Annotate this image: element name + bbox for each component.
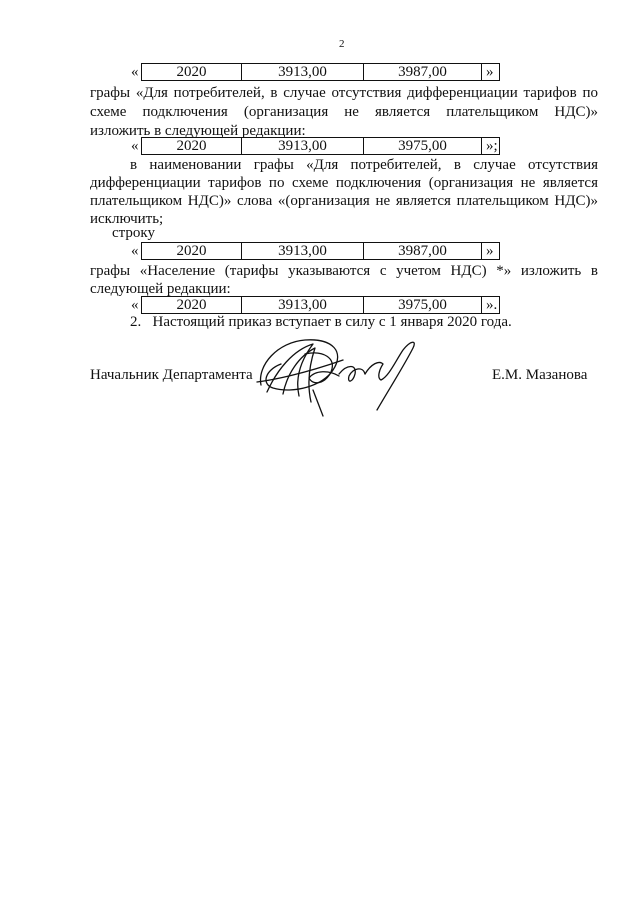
year-cell: 2020	[142, 297, 242, 313]
value-table-row	[141, 63, 500, 81]
paragraph-line: схеме подключения (организация не является плательщиком НДС)»	[90, 105, 598, 120]
value-cell: 3913,00	[242, 64, 364, 80]
paragraph-line: графы «Население (тарифы указываются с учетом НДС) *» изложить в	[90, 264, 598, 279]
row-close-quote: »	[486, 64, 494, 80]
paragraph-line: плательщиком НДС)» слова «(организация не является плательщиком НДС)»	[90, 194, 598, 209]
numbered-item: 2. Настоящий приказ вступает в силу с 1 января 2020 года.	[130, 314, 512, 330]
paragraph-line: исключить;	[90, 211, 164, 227]
row-open-quote: «	[131, 243, 139, 259]
row-open-quote: «	[131, 297, 139, 313]
value-cell: 3975,00	[364, 138, 482, 154]
year-cell: 2020	[142, 243, 242, 259]
value-table-row	[141, 296, 500, 314]
value-cell: 3987,00	[364, 64, 482, 80]
value-cell: 3987,00	[364, 243, 482, 259]
row-open-quote: «	[131, 138, 139, 154]
paragraph-line: строку	[112, 225, 155, 241]
page-number: 2	[339, 38, 345, 50]
row-close-quote: »	[486, 243, 494, 259]
paragraph-line: дифференциации тарифов по схеме подключения (организация не является	[90, 176, 598, 191]
value-cell: 3913,00	[242, 138, 364, 154]
value-cell: 3975,00	[364, 297, 482, 313]
paragraph-line: в наименовании графы «Для потребителей, в случае отсутствия	[130, 158, 598, 173]
handwritten-signature	[253, 330, 423, 420]
signatory-position: Начальник Департамента	[90, 367, 253, 383]
row-open-quote: «	[131, 64, 139, 80]
paragraph-line: следующей редакции:	[90, 281, 231, 297]
paragraph-line: изложить в следующей редакции:	[90, 123, 306, 139]
paragraph-line: графы «Для потребителей, в случае отсутствия дифференциации тарифов по	[90, 86, 598, 101]
year-cell: 2020	[142, 138, 242, 154]
year-cell: 2020	[142, 64, 242, 80]
row-close-quote: ».	[486, 297, 498, 313]
value-cell: 3913,00	[242, 297, 364, 313]
value-cell: 3913,00	[242, 243, 364, 259]
row-close-quote: »;	[486, 138, 498, 154]
value-table-row	[141, 242, 500, 260]
value-table-row	[141, 137, 500, 155]
signatory-name: Е.М. Мазанова	[492, 367, 588, 383]
